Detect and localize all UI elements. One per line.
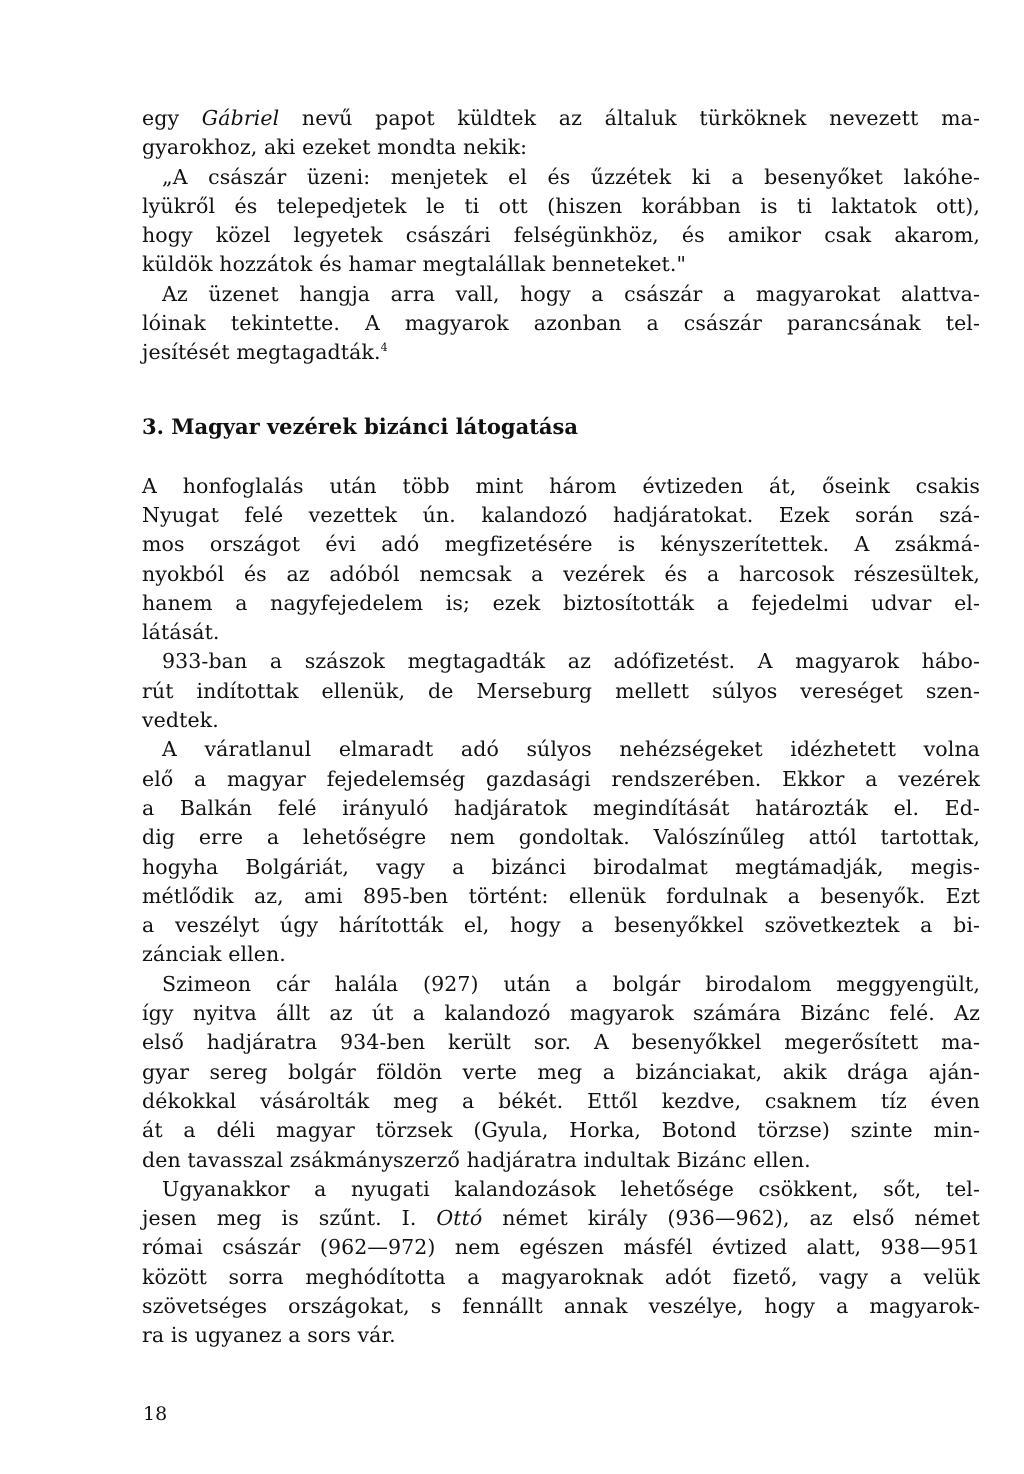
text-line: hogyha Bolgáriát, vagy a bizánci birodalmat megtámadják, megis-: [142, 854, 980, 879]
text-line: elő a magyar fejedelemség gazdasági rendszerében. Ekkor a vezérek: [142, 766, 980, 791]
text-line: métlődik az, ami 895-ben történt: ellenük fordulnak a besenyők. Ezt: [142, 883, 980, 908]
text-line: gyarokhoz, aki ezeket mondta nekik:: [142, 135, 528, 160]
text-line: Szimeon cár halála (927) után a bolgár birodalom meggyengült,: [162, 971, 980, 996]
text-line: között sorra meghódította a magyaroknak adót fizető, vagy a velük: [142, 1264, 980, 1289]
paragraph-5: [142, 735, 980, 969]
text-line: zánciak ellen.: [142, 942, 286, 967]
text-line: szövetséges országokat, s fennállt annak veszélye, hogy a magyarok-: [142, 1293, 980, 1318]
paragraph-3: [142, 472, 980, 648]
italic-name: Gábriel: [201, 106, 280, 130]
quote-block: [142, 163, 980, 280]
footnote-marker: 4: [380, 341, 388, 355]
text-line: lyükről és telepedjetek le ti ott (hiszen korábban is ti laktatok ott),: [142, 193, 980, 218]
book-page: [142, 104, 980, 1434]
text-line: Az üzenet hangja arra vall, hogy a császár a magyarokat alattva-: [162, 281, 980, 306]
italic-name: Ottó: [436, 1206, 483, 1231]
text-line: küldök hozzátok és hamar megtalállak benneteket.": [142, 252, 687, 277]
text-line: át a déli magyar törzsek (Gyula, Horka, Botond törzse) szinte min-: [142, 1118, 980, 1143]
text-line: a veszélyt úgy hárították el, hogy a besenyőkkel szövetkeztek a bi-: [142, 913, 980, 938]
text-line: rút indítottak ellenük, de Merseburg mellett súlyos vereséget szen-: [142, 678, 980, 703]
text-line: jesítését megtagadták.$^4$: [142, 340, 388, 365]
text-line: első hadjáratra 934-ben került sor. A besenyőkkel megerősített ma-: [142, 1030, 980, 1055]
text-line: látását.: [142, 620, 220, 645]
paragraph-6: [142, 970, 980, 1175]
text-line: hogy közel legyetek császári felségünkhöz, és amikor csak akarom,: [142, 223, 980, 248]
text-line: A váratlanul elmaradt adó súlyos nehézségeket idézhetett volna: [162, 737, 980, 762]
text-line: Nyugat felé vezettek ún. kalandozó hadjáratokat. Ezek során szá-: [142, 502, 980, 527]
text-line: jesen meg is szűnt. I. Ottó német király (936—962), az első német: [142, 1206, 980, 1231]
paragraph-1: [142, 104, 980, 163]
text-line: lóinak tekintette. A magyarok azonban a császár parancsának tel-: [142, 311, 980, 336]
text-line: dékokkal vásárolták meg a békét. Ettől kezdve, csaknem tíz éven: [142, 1088, 980, 1113]
text-line: vedtek.: [142, 708, 219, 733]
text-line: A honfoglalás után több mint három évtizeden át, őseink csakis: [142, 473, 980, 498]
text-line: „A császár üzeni: menjetek el és űzzétek ki a besenyőket lakóhe-: [162, 164, 980, 189]
text-line: 933-ban a szászok megtagadták az adófizetést. A magyarok hábo-: [162, 649, 980, 674]
text-line: dig erre a lehetőségre nem gondoltak. Valószínűleg attól tartottak,: [142, 825, 980, 850]
text-line: den tavasszal zsákmányszerző hadjáratra indultak Bizánc ellen.: [142, 1147, 811, 1172]
text-line: gyar sereg bolgár földön verte meg a bizánciakat, akik drága aján-: [142, 1059, 980, 1084]
page-number: 18: [143, 1403, 168, 1425]
text-line: Ugyanakkor a nyugati kalandozások lehetősége csökkent, sőt, tel-: [162, 1176, 980, 1201]
text-line: nyokból és az adóból nemcsak a vezérek és a harcosok részesültek,: [142, 561, 980, 586]
text-line: egy Gábriel nevű papot küldtek az általuk türköknek nevezett ma-: [142, 106, 980, 130]
text-line: hanem a nagyfejedelem is; ezek biztosították a fejedelmi udvar el-: [142, 590, 980, 615]
paragraph-4: [142, 647, 980, 735]
paragraph-2: [142, 280, 980, 368]
paragraph-7: [142, 1175, 980, 1351]
text-line: így nyitva állt az út a kalandozó magyarok számára Bizánc felé. Az: [142, 1001, 980, 1026]
text-line: a Balkán felé irányuló hadjáratok megindítását határozták el. Ed-: [142, 795, 980, 820]
text-line: mos országot évi adó megfizetésére is kényszerítettek. A zsákmá-: [142, 532, 980, 557]
section-heading: 3. Magyar vezérek bizánci látogatása: [142, 413, 578, 439]
text-line: római császár (962—972) nem egészen másfél évtized alatt, 938—951: [142, 1235, 980, 1260]
text-line: ra is ugyanez a sors vár.: [142, 1323, 396, 1348]
